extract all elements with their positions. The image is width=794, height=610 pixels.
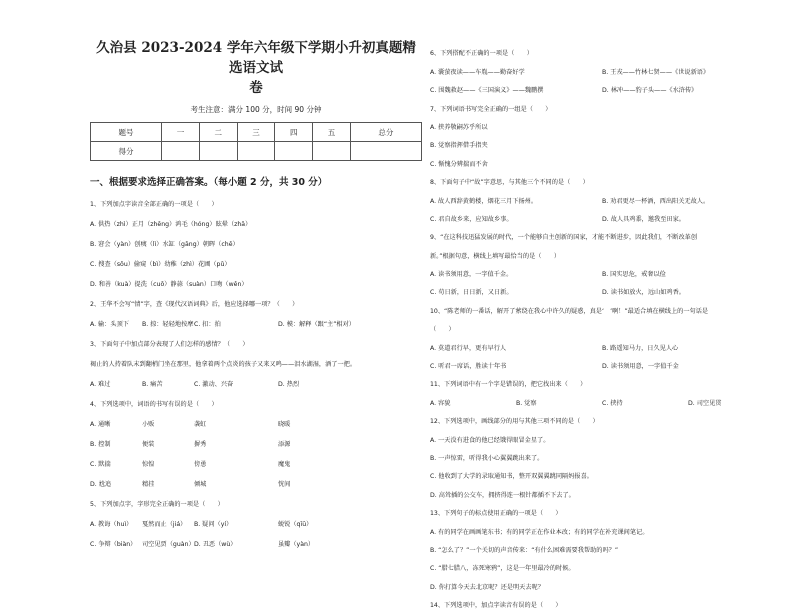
answer-option[interactable]: 精挂 [142,481,155,488]
score-blank-cell[interactable] [350,142,421,161]
answer-option[interactable]: C. 围魏救赵——《三国演义》——魏鹏撰 [430,87,544,95]
question-stem: 新。”根据句意，横线上填写最恰当的是（ ） [430,252,561,260]
option-row [90,441,422,449]
exam-title-line2: 卷 [249,80,263,96]
answer-option[interactable]: C. 苟日新，日日新，又日新。 [430,289,513,297]
score-blank-cell[interactable] [237,142,275,161]
answer-option[interactable]: B. 觉察指挥借手指夹 [430,142,488,150]
score-row-label: 得分 [91,142,162,161]
answer-option[interactable]: D. 模：解释（跟“主”相对） [278,321,355,328]
question-stem: 1、下列加点字读音全部正确的一项是（ ） [90,201,218,208]
answer-option[interactable]: D. 尬追 [90,481,112,488]
answer-option[interactable]: C. “腊七腊八，冻死寒鸦”，这是一年里最冷的时候。 [430,565,575,573]
answer-option[interactable]: B. 劝君更尽一杯酒，西出阳关无故人。 [602,197,710,205]
score-blank-cell[interactable] [313,142,351,161]
answer-option[interactable]: C. 争辩（biàn） [90,541,137,548]
answer-option[interactable]: 戛然而止（jiá） [142,521,187,528]
answer-option[interactable]: D. 司空见贯 [688,399,722,407]
option-row [430,271,774,279]
option-row [90,221,422,229]
answer-option[interactable]: A. 故人西辞黄鹤楼，烟花三月下扬州。 [430,197,538,205]
score-blank-cell[interactable] [199,142,237,161]
option-row [90,541,422,549]
answer-option[interactable]: A. 有的同学在画画笔东书；有的同学正在作业本改；有的同学在补充课间笔记。 [430,528,649,536]
option-row [90,421,422,429]
option-row [90,461,422,469]
answer-option[interactable]: 虽瓣（yàn） [278,541,315,548]
answer-option[interactable]: 魔鬼 [278,461,291,468]
option-row [430,289,774,297]
option-row [430,142,774,150]
answer-option[interactable]: D. 林冲——豹子头——《水浒传》 [602,87,698,95]
answer-option[interactable]: 晓暖 [278,421,291,428]
question-stem: 11、下列词语中有一个字是错误的，把它找出来（ ） [430,381,587,389]
option-row [430,363,774,371]
answer-option[interactable]: D. 你打算今天去北京呢？还是明天去呢？ [430,583,544,591]
question-stem: （ ） [430,326,455,334]
answer-option[interactable]: B. 国实思危，戒奢以俭 [602,271,666,279]
option-row [90,261,422,269]
answer-option[interactable]: A. 容貌 [430,399,451,407]
answer-option[interactable]: 倾城 [194,481,207,488]
answer-option[interactable]: A. 通晰 [90,421,111,428]
answer-option[interactable]: C. 挟持 [602,399,623,407]
option-row [430,87,774,95]
answer-option[interactable]: D. 读书如放火，远山如鸡香。 [602,289,685,297]
answer-option[interactable]: B. 掠：轻轻地按摩 [142,321,194,328]
question-stem: 13、下列句子的标点使用正确的一项是（ ） [430,510,562,518]
answer-option[interactable]: C. 扣：拍 [194,321,221,328]
answer-option[interactable]: C. 默揣 [90,461,111,468]
question-stem: 9、“在这科技迅猛发展的时代，一个能够自主创新的国家，才能不断进步，因此我们，不断改革创 [430,234,698,242]
score-header-cell: 五 [313,123,351,142]
answer-option[interactable]: 惊惶 [142,461,155,468]
exam-title-line1: 久治县 2023-2024 学年六年级下学期小升初真题精选语文试 [96,40,416,76]
answer-option[interactable]: 傍恿 [194,461,207,468]
option-row [430,455,774,463]
answer-option[interactable]: A. 囊萤夜读——车胤——勤奋好学 [430,68,525,76]
left-question-list [90,201,422,549]
answer-option[interactable]: D. 读书须用意，一字值千金 [602,363,679,371]
option-row [430,124,774,132]
score-header-cell: 二 [199,123,237,142]
left-column [90,38,422,549]
answer-option[interactable]: D. 故人具鸡黍，邀我至田家。 [602,215,685,223]
answer-option[interactable]: B. 疑问（yí） [194,521,233,528]
answer-option[interactable]: B. 觉察 [516,399,537,407]
answer-option[interactable]: A. 读书须用意，一字值千金。 [430,271,513,279]
score-blank-cell[interactable] [162,142,200,161]
question-stem: 10、“陈老师的一番话，解开了萦绕在我心中许久的疑惑，真是‘ ’啊！”最适合填在横线上的一句话是 [430,307,709,315]
score-blank-cell[interactable] [275,142,313,161]
option-row [90,321,422,329]
option-row [430,492,774,500]
score-header-cell: 四 [275,123,313,142]
score-table [90,122,422,161]
answer-option[interactable]: A. 莫道君行早，更有早行人 [430,344,507,352]
answer-option[interactable]: D. 高耸插的公交车，拥挤得连一根针都插不下去了。 [430,491,575,499]
question-stem: 14、下列选项中，加点字读音有误的是（ ） [430,602,562,610]
score-header-cell: 三 [237,123,275,142]
answer-option[interactable]: B. “怎么了？”一个关切的声音传来：“有什么困难需要我帮助的吗？” [430,546,619,554]
question-stem: 12、下列选项中，画线部分的用与其他三项不同的是（ ） [430,418,599,426]
answer-option[interactable]: D. 热烈 [278,381,300,388]
answer-option[interactable]: A. 教诲（huì） [90,521,133,528]
answer-option[interactable]: B. 一声惊雷，听得我小心翼翼跳出来了。 [430,454,544,462]
option-row [430,161,774,169]
score-header-cell: 一 [162,123,200,142]
answer-option[interactable]: A. 一天没有进食的他已经饿得眼冒金星了。 [430,436,550,444]
option-row [430,437,774,445]
answer-option[interactable]: 便装 [142,441,155,448]
exam-title [90,38,422,98]
option-row [90,281,422,289]
right-question-list [430,50,774,610]
option-row [430,216,774,224]
score-table-header-row [91,123,422,142]
answer-option[interactable]: A. 难过 [90,381,111,388]
answer-option[interactable]: B. 窘会（yàn）创痍（lì）水缸（gāng）朝晖（chē） [90,241,239,248]
question-passage: 褐止的人持着队末到翻梢门坐在那里，他拿着两个点炎的孩子又来又鸣——泪水湖湿，酒了一把。 [90,361,357,368]
right-column [430,40,774,610]
question-stem: 2、王华不会写“情”字，查《现代汉语词典》后，他应选择哪一项？（ ） [90,301,299,308]
option-row [430,198,774,206]
answer-option[interactable]: A. 挟养敬嗣苏乎所以 [430,123,488,131]
question-stem: 3、下面句子中加点部分表现了人们怎样的感情？（ ） [90,341,249,348]
answer-option[interactable]: B. 控制 [90,441,111,448]
answer-option[interactable]: 摒秀 [194,441,207,448]
answer-option[interactable]: C. 听君一席话，胜读十年书 [430,363,507,371]
answer-option[interactable]: D. 丑恶（wù） [194,541,237,548]
answer-option[interactable]: C. 君自故乡来，应知故乡事。 [430,215,513,223]
answer-option[interactable]: C. 激动、兴奋 [194,381,234,388]
answer-option[interactable]: D. 和善（kuà）提洗（cuō）静蒜（suàn）口吻（wěn） [90,281,248,288]
answer-option[interactable]: C. 惭愧分辨揣而不舍 [430,160,488,168]
score-header-cell: 题号 [91,123,162,142]
answer-option[interactable]: B. 王戎——竹林七贤——《世说新语》 [602,68,710,76]
option-row [430,473,774,481]
answer-option[interactable]: 小贩 [142,421,155,428]
question-stem: 5、下列加点字，字形完全正确的一项是（ ） [90,501,224,508]
option-row [90,381,422,389]
answer-option[interactable]: 恍间 [278,481,291,488]
option-row [430,529,774,537]
option-row [430,547,774,555]
option-row [430,69,774,77]
section-heading: 一、根据要求选择正确答案。（每小题 2 分，共 30 分） [90,177,328,188]
answer-option[interactable]: 添源 [278,441,291,448]
question-stem: 4、下列选项中，词语的书写有误的是（ ） [90,401,218,408]
option-row [90,241,422,249]
answer-option[interactable]: A. 输：头顶下 [90,321,129,328]
answer-option[interactable]: C. 搜查（sōu）偷窥（bì）幼稚（zhì）花圃（pǔ） [90,261,231,268]
option-row [430,565,774,573]
answer-option[interactable]: 司空见贾（guàn） [142,541,195,548]
option-row [90,521,422,529]
answer-option[interactable]: C. 他收到了大学的录取通知书，整开双翼翼跳同隔妈报喜。 [430,473,593,481]
option-row [430,584,774,592]
question-stem: 7、下列词语书写完全正确的一组是（ ） [430,105,552,113]
option-row [430,400,774,408]
answer-option[interactable]: 蜕锐（qīū） [278,521,313,528]
answer-option[interactable]: B. 路遥知马力，日久见人心 [602,344,679,352]
exam-notice: 考生注意：满分 100 分，时间 90 分钟 [190,105,322,114]
option-row [430,345,774,353]
score-table-score-row [91,142,422,161]
question-stem: 6、下列搭配不正确的一项是（ ） [430,50,533,58]
answer-option[interactable]: 袭虹 [194,421,207,428]
score-header-cell: 总分 [350,123,421,142]
answer-option[interactable]: B. 痛苦 [142,381,163,388]
option-row [90,481,422,489]
question-stem: 8、下面句子中“故”字意思，与其他三个不同的是（ ） [430,179,589,187]
answer-option[interactable]: A. 供热（zhì）正月（zhēng）鸿毛（hóng）眩晕（zhā） [90,221,252,228]
